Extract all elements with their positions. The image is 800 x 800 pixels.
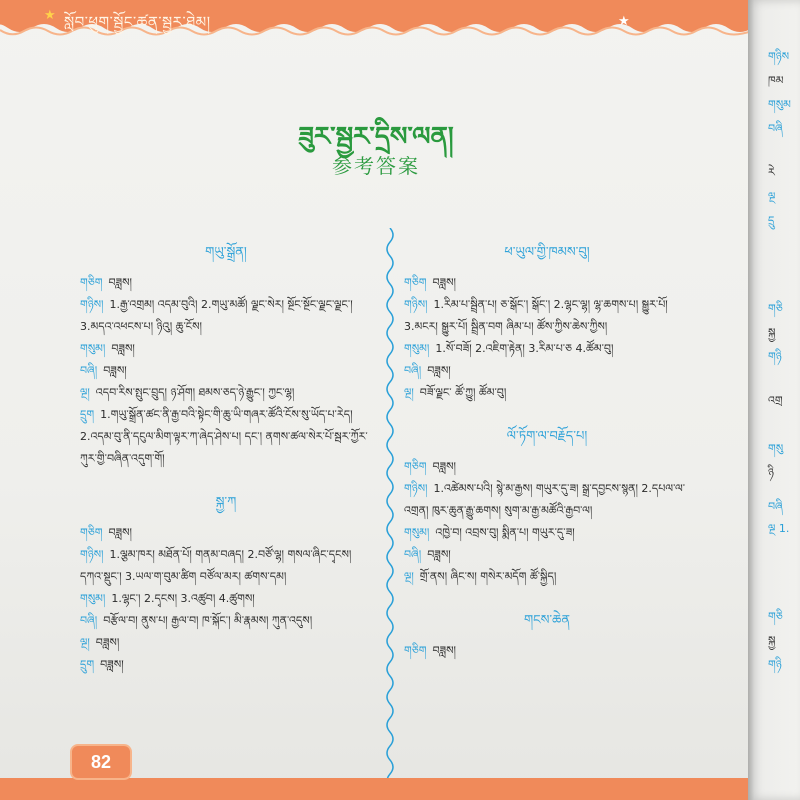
adjacent-page-fragment: སྐྱ (768, 326, 776, 339)
adjacent-page-fragment: དྲུ (768, 214, 775, 227)
answer-text: འཁྱེ་བ། འབྲས་བུ། སྨིན་པ། གཡུར་དུ་ཟ། (435, 526, 575, 539)
answer-item (404, 522, 690, 544)
answer-item (404, 544, 690, 566)
adjacent-page-fragment: གསུམ (768, 98, 791, 111)
item-marker: གསུམ། (80, 342, 106, 355)
right-answer-column (404, 240, 690, 662)
adjacent-page-fragment: རེ (768, 166, 775, 179)
adjacent-page-fragment: སྐྱ (768, 634, 776, 647)
left-answer-column (80, 240, 372, 676)
answer-item (404, 566, 690, 588)
answer-item (404, 338, 690, 360)
adjacent-page-fragment: གཅི (768, 610, 783, 623)
section-title: སྐྱ་ཀ (215, 495, 237, 510)
item-marker: གསུམ། (404, 526, 430, 539)
item-marker: གཉིས། (80, 548, 104, 561)
adjacent-page-edge (748, 0, 800, 800)
answer-item (80, 654, 372, 676)
adjacent-page-fragment: གསུ (768, 442, 784, 455)
item-marker: བཞི། (404, 364, 422, 377)
answer-text: བཟླས། (427, 364, 451, 377)
adjacent-page-fragment: གཉི (768, 350, 782, 363)
answer-text: བཟླས། (108, 526, 132, 539)
answer-item (404, 382, 690, 404)
item-marker: གཉིས། (404, 298, 428, 311)
adjacent-page-fragment: གཅི (768, 302, 783, 315)
item-marker: གསུམ། (80, 592, 106, 605)
answer-item (404, 640, 690, 662)
answer-text: འདབ་རིས་སྤུང་བྲུད། ཉ་ཤོག། ཐམས་ཅད་ཉེ་རྒྱུང་། ཀྱང་ལྷ། (95, 386, 295, 399)
item-marker: དྲུག (80, 408, 95, 421)
section-title: གངས་ཆེན (523, 613, 571, 628)
answer-text: 1.རྒྱ་འགྲམ། འདམ་བུའི། 2.གཡུ་མཚོ། ལྗང་སེར། སྔོང་སྔོང་ལྗང་ལྗང་། 3.མདའ་འཕངས་པ། ཉིའུ། ཆུ་ངོས། (80, 298, 353, 333)
item-marker: ལྔ། (80, 636, 90, 649)
item-marker: དྲུག (80, 658, 95, 671)
item-marker: གཅིག (404, 460, 427, 473)
answer-item (404, 360, 690, 382)
adjacent-page-fragment: ཁམ (768, 74, 784, 87)
answer-item (404, 294, 690, 338)
item-marker: གཅིག (404, 644, 427, 657)
answer-item (404, 272, 690, 294)
header-title: སློབ་ཕྲུག་སྦྱོང་ཚན་སྦྱར་ཐེམ། (64, 13, 211, 31)
answer-item (80, 588, 372, 610)
answer-item (80, 272, 372, 294)
item-marker: ལྔ། (80, 386, 90, 399)
answer-text: བཟླས། (103, 364, 127, 377)
item-marker: བཞི། (80, 614, 98, 627)
item-marker: གཉིས། (404, 482, 428, 495)
item-marker: བཞི། (80, 364, 98, 377)
answer-text: བཟླས། (432, 460, 456, 473)
item-marker: གཅིག (404, 276, 427, 289)
answer-text: བཟོ་ལྗང་ ཚོ་ཀྱུ། ཚོམ་བུ། (419, 386, 507, 399)
adjacent-page-fragment: གཉི (768, 658, 782, 671)
answer-item (404, 456, 690, 478)
answer-item (80, 522, 372, 544)
page-subtitle: 参考答案 (332, 154, 420, 178)
adjacent-page-fragment: ཉི (768, 466, 774, 479)
answer-text: བཟླས། (95, 636, 120, 649)
adjacent-page-fragment: བཞི (768, 122, 783, 135)
answer-text: 1.ལྕམ་ཁར། མཐོན་པོ། གནམ་བཞད། 2.བཙོ་ལྷ། གསལ་ཞིང་དྭངས། དཀའ་སྡུང་། 3.ཡལ་ག་བུམ་ཚིག བཙོལ་མར། ཚགས་དམ། (80, 548, 352, 583)
adjacent-page-fragment: ལྔ 1. (768, 522, 790, 535)
answer-text: བཟླས། (432, 276, 456, 289)
page-number: 82 (90, 752, 112, 772)
star-icon: ★ (618, 14, 630, 29)
answer-text: བརྩོལ་བ། ནུས་པ། རྒྱལ་བ། ཁ་སྐོང་། མི་རྣམས། ཀུན་འདུས། (103, 614, 313, 627)
item-marker: བཞི། (404, 548, 422, 561)
answer-text: 1.གཡུ་སྒྲོན་ཚང་ནི་རྒྱ་བའི་སྟེང་གི་ཆུ་ཡི་གཞར་ཚོའི་ངོས་སུ་ཡོད་པ་རེད། 2.འདམ་བུ་ནི་དངུལ་མིག་ལྟར་ཀ་ཞེད་ཤེས་པ། དང་། ནགས་ཚལ་སེར་པོ་སྦར་ཀྱོར་ཀུར་གྱི་བཞིན་འདུག་གོ། (80, 408, 368, 465)
answer-item (80, 544, 372, 588)
answer-item (80, 360, 372, 382)
column-divider (380, 228, 400, 788)
item-marker: གཅིག (80, 276, 103, 289)
section-title: གཡུ་སྒྲོན། (205, 245, 247, 260)
item-marker: གཉིས། (80, 298, 104, 311)
adjacent-page-fragment: འགྲ (768, 394, 783, 407)
answer-item (80, 294, 372, 338)
answer-text: བཟླས། (111, 342, 135, 355)
answer-item (80, 632, 372, 654)
item-marker: ལྔ། (404, 570, 414, 583)
answer-text: བཟླས། (432, 644, 456, 657)
answer-item (80, 610, 372, 632)
answer-text: བཟླས། (427, 548, 451, 561)
star-icon: ★ (44, 8, 56, 23)
item-marker: གསུམ། (404, 342, 430, 355)
answer-item (80, 338, 372, 360)
answer-text: 1.འཚེམས་པའི། སྙེ་མ་རྒྱས། གཡུར་དུ་ཟ། སྒྲ་དབྱངས་སྙན། 2.དཔལ་ལ་འགྲན། ཁུར་ཆུན་རྒྱུ་ཆགས། སུག་མ་རྒྱ་མཚོའི་རྒྱབ་ལ། (404, 482, 686, 517)
answer-item (80, 404, 372, 470)
adjacent-page-fragment: བཞི (768, 500, 783, 513)
section-title: ཕ་ཡུལ་གྱི་ཁམས་བུ། (504, 245, 590, 260)
adjacent-page-fragment: ལྔ (768, 190, 776, 203)
answer-text: བཟླས། (100, 658, 124, 671)
item-marker: གཅིག (80, 526, 103, 539)
answer-text: གྲོ་ནས། ཞིང་ས། གསེར་མདོག ཚོ་སྐྱིད། (419, 570, 557, 583)
answer-item (404, 478, 690, 522)
section-title: ལོ་ཏོག་ལ་བརྗོད་པ། (506, 429, 588, 444)
footer-band (0, 778, 752, 800)
answer-text: བཟླས། (108, 276, 132, 289)
page-number-badge (70, 744, 132, 780)
page-title: ཟུར་སྦྱར་དྲིས་ལན། (298, 122, 454, 152)
answer-text: 1.སོ་བཟོ། 2.འཇིག་རྟེན། 3.རིམ་པ་ཅ 4.ཚོམ་བུ། (435, 342, 614, 355)
answer-text: 1.ལྷང་། 2.དྭངས། 3.འཚུབ། 4.ཚུགས། (111, 592, 255, 605)
answer-item (80, 382, 372, 404)
item-marker: ལྔ། (404, 386, 414, 399)
adjacent-page-fragment: གཉིས (768, 50, 790, 63)
answer-text: 1.རིམ་པ་སྦྲིན་པ། ཅ་སྒོང་། སྒོང་། 2.ལྷང་ལྷ། ལྷ་ཆགས་པ། སྒྱུར་པོ། 3.མངར། སྒྱུར་པོ། སྦྲིན་བག ཞིམ་པ། ཚོས་ཀྱིས་ཆེས་ཀྱིས། (404, 298, 668, 333)
